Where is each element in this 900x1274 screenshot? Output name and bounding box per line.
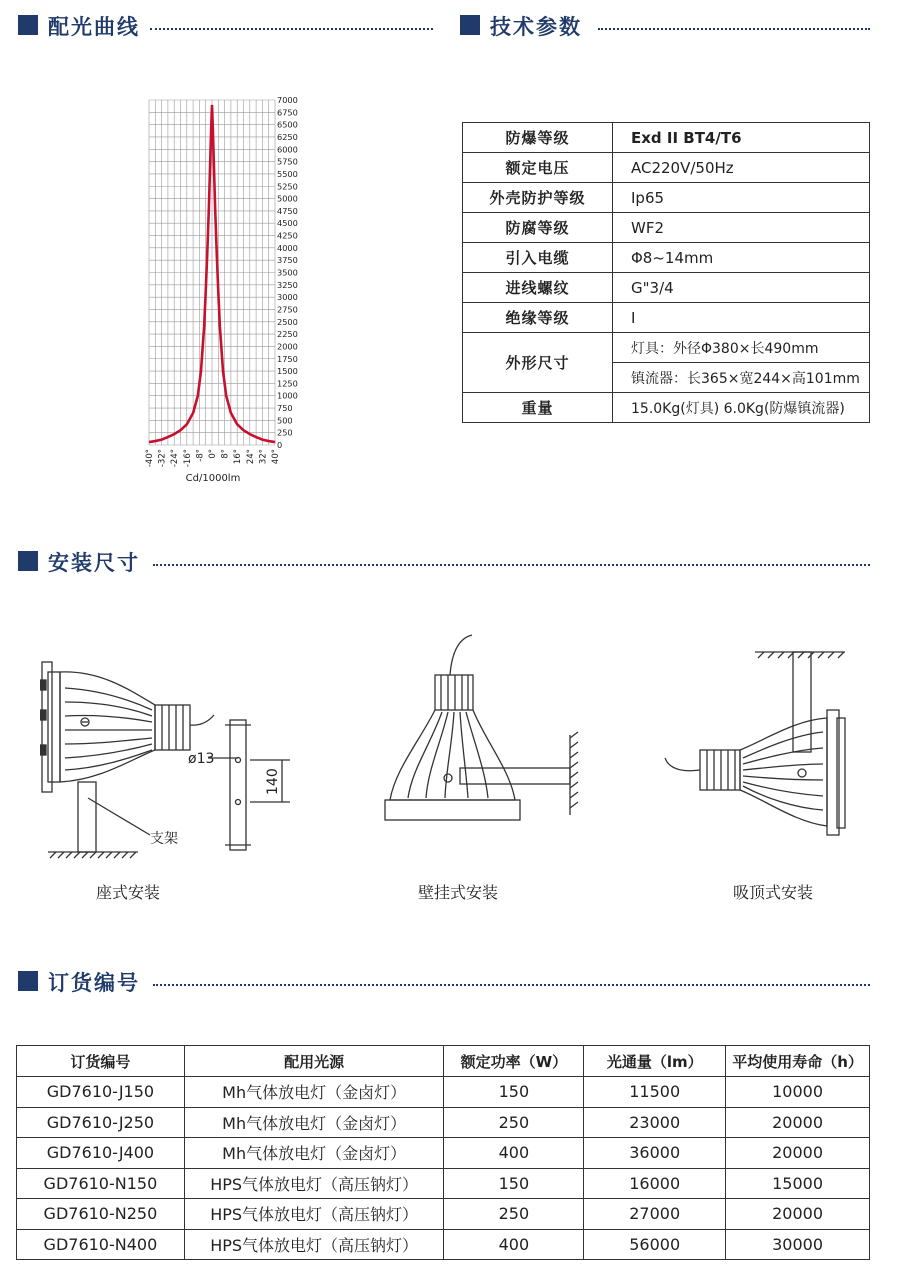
y-tick-label: 1750 xyxy=(277,353,298,364)
table-row xyxy=(17,1168,870,1199)
y-tick-label: 6250 xyxy=(277,131,298,142)
spec-table xyxy=(462,122,870,423)
power-cell: 250 xyxy=(444,1199,584,1230)
spec-row xyxy=(463,393,870,423)
section-title: 安装尺寸 xyxy=(48,551,140,575)
spec-value: Exd II BT4/T6 xyxy=(613,123,870,153)
flux-cell: 36000 xyxy=(584,1138,726,1169)
column-header: 配用光源 xyxy=(184,1046,444,1077)
column-header: 额定功率（W） xyxy=(444,1046,584,1077)
life-cell: 15000 xyxy=(726,1168,870,1199)
y-tick-label: 3500 xyxy=(277,267,298,278)
y-tick-label: 5250 xyxy=(277,181,298,192)
table-row xyxy=(17,1077,870,1108)
column-header: 平均使用寿命（h） xyxy=(726,1046,870,1077)
column-header: 订货编号 xyxy=(17,1046,185,1077)
spec-key: 重量 xyxy=(463,393,613,423)
section-title: 技术参数 xyxy=(490,15,582,39)
bracket-label: 支架 xyxy=(150,831,178,847)
light-source-cell: HPS气体放电灯（高压钠灯） xyxy=(184,1168,444,1199)
flux-cell: 16000 xyxy=(584,1168,726,1199)
section-square-icon xyxy=(460,15,480,35)
wall-mount-caption: 壁挂式安装 xyxy=(418,883,499,902)
dotted-rule xyxy=(150,28,433,30)
y-tick-label: 5500 xyxy=(277,168,298,179)
spec-value: G"3/4 xyxy=(613,273,870,303)
life-cell: 20000 xyxy=(726,1138,870,1169)
y-tick-label: 500 xyxy=(277,415,293,426)
y-tick-label: 4250 xyxy=(277,230,298,241)
x-axis-label: Cd/1000lm xyxy=(185,473,241,484)
column-header: 光通量（lm） xyxy=(584,1046,726,1077)
section-header-params xyxy=(460,8,870,42)
power-cell: 150 xyxy=(444,1168,584,1199)
floor-mount-drawing xyxy=(40,650,300,865)
spec-value: I xyxy=(613,303,870,333)
spec-value: Φ8~14mm xyxy=(613,243,870,273)
order-code-cell: GD7610-N400 xyxy=(17,1229,185,1260)
y-tick-label: 750 xyxy=(277,403,293,414)
spec-key: 外形尺寸 xyxy=(463,333,613,393)
flux-cell: 11500 xyxy=(584,1077,726,1108)
flux-cell: 27000 xyxy=(584,1199,726,1230)
flux-cell: 23000 xyxy=(584,1107,726,1138)
spec-key: 额定电压 xyxy=(463,153,613,183)
y-tick-label: 3000 xyxy=(277,292,298,303)
section-header-curve xyxy=(18,8,433,42)
spec-row xyxy=(463,333,870,363)
x-tick-label: -40° xyxy=(145,449,155,468)
life-cell: 30000 xyxy=(726,1229,870,1260)
section-square-icon xyxy=(18,971,38,991)
power-cell: 400 xyxy=(444,1229,584,1260)
spec-key: 外壳防护等级 xyxy=(463,183,613,213)
spec-key: 防爆等级 xyxy=(463,123,613,153)
y-tick-label: 3750 xyxy=(277,255,298,266)
spec-value: WF2 xyxy=(613,213,870,243)
y-tick-label: 7000 xyxy=(277,95,298,105)
x-tick-label: 24° xyxy=(245,449,256,465)
y-tick-label: 2250 xyxy=(277,329,298,340)
light-source-cell: Mh气体放电灯（金卤灯） xyxy=(184,1138,444,1169)
life-cell: 10000 xyxy=(726,1077,870,1108)
y-tick-label: 0 xyxy=(277,440,283,450)
spec-row xyxy=(463,183,870,213)
spec-key: 防腐等级 xyxy=(463,213,613,243)
light-source-cell: HPS气体放电灯（高压钠灯） xyxy=(184,1199,444,1230)
diameter-label: ø13 xyxy=(188,751,215,767)
y-tick-label: 6750 xyxy=(277,107,298,118)
power-cell: 250 xyxy=(444,1107,584,1138)
light-distribution-chart xyxy=(140,92,300,492)
spec-value: 镇流器：长365×宽244×高101mm xyxy=(613,363,870,393)
y-tick-label: 6500 xyxy=(277,119,298,130)
x-tick-label: -32° xyxy=(157,449,168,468)
ceiling-mount-caption: 吸顶式安装 xyxy=(733,883,814,902)
x-tick-label: 8° xyxy=(220,449,231,459)
spec-value: 15.0Kg(灯具) 6.0Kg(防爆镇流器) xyxy=(613,393,870,423)
y-tick-label: 5000 xyxy=(277,193,298,204)
light-source-cell: Mh气体放电灯（金卤灯） xyxy=(184,1077,444,1108)
spec-row xyxy=(463,123,870,153)
spec-value: Ip65 xyxy=(613,183,870,213)
x-tick-label: 32° xyxy=(258,449,269,465)
order-code-cell: GD7610-J400 xyxy=(17,1138,185,1169)
x-tick-label: -16° xyxy=(182,449,193,468)
spec-row xyxy=(463,243,870,273)
y-tick-label: 4750 xyxy=(277,205,298,216)
table-row xyxy=(17,1229,870,1260)
spec-row xyxy=(463,273,870,303)
y-tick-label: 1250 xyxy=(277,378,298,389)
y-tick-label: 2750 xyxy=(277,304,298,315)
life-cell: 20000 xyxy=(726,1199,870,1230)
flux-cell: 56000 xyxy=(584,1229,726,1260)
x-tick-label: -24° xyxy=(170,449,181,468)
spec-key: 绝缘等级 xyxy=(463,303,613,333)
y-tick-label: 250 xyxy=(277,427,293,438)
order-code-cell: GD7610-N250 xyxy=(17,1199,185,1230)
order-header-row xyxy=(17,1046,870,1077)
x-tick-label: -8° xyxy=(195,449,206,462)
height-label: 140 xyxy=(265,768,281,795)
y-tick-label: 3250 xyxy=(277,279,298,290)
dotted-rule xyxy=(153,564,870,566)
x-tick-label: 40° xyxy=(271,449,281,465)
section-title: 订货编号 xyxy=(48,971,140,995)
chart-grid xyxy=(149,100,275,445)
power-cell: 150 xyxy=(444,1077,584,1108)
y-tick-label: 1000 xyxy=(277,390,298,401)
section-header-order xyxy=(18,964,870,998)
x-tick-labels xyxy=(145,449,281,467)
order-table xyxy=(16,1045,870,1260)
spec-row xyxy=(463,153,870,183)
y-tick-label: 2500 xyxy=(277,316,298,327)
spec-value: AC220V/50Hz xyxy=(613,153,870,183)
x-tick-label: 0° xyxy=(208,449,218,459)
dotted-rule xyxy=(598,28,870,30)
wall-mount-drawing xyxy=(380,630,590,830)
y-tick-label: 1500 xyxy=(277,366,298,377)
light-source-cell: HPS气体放电灯（高压钠灯） xyxy=(184,1229,444,1260)
x-tick-label: 16° xyxy=(233,449,244,465)
section-header-install xyxy=(18,544,870,578)
dotted-rule xyxy=(153,984,870,986)
y-tick-label: 2000 xyxy=(277,341,298,352)
y-tick-label: 6000 xyxy=(277,144,298,155)
spec-key: 进线螺纹 xyxy=(463,273,613,303)
section-title: 配光曲线 xyxy=(48,15,140,39)
spec-row xyxy=(463,303,870,333)
power-cell: 400 xyxy=(444,1138,584,1169)
y-tick-label: 4000 xyxy=(277,242,298,253)
floor-mount-caption: 座式安装 xyxy=(96,883,161,902)
table-row xyxy=(17,1199,870,1230)
section-square-icon xyxy=(18,15,38,35)
ceiling-mount-drawing xyxy=(655,640,855,840)
order-code-cell: GD7610-J250 xyxy=(17,1107,185,1138)
order-code-cell: GD7610-J150 xyxy=(17,1077,185,1108)
table-row xyxy=(17,1107,870,1138)
section-square-icon xyxy=(18,551,38,571)
life-cell: 20000 xyxy=(726,1107,870,1138)
table-row xyxy=(17,1138,870,1169)
spec-value: 灯具：外径Φ380×长490mm xyxy=(613,333,870,363)
y-tick-label: 5750 xyxy=(277,156,298,167)
y-tick-labels xyxy=(277,95,298,450)
light-source-cell: Mh气体放电灯（金卤灯） xyxy=(184,1107,444,1138)
order-code-cell: GD7610-N150 xyxy=(17,1168,185,1199)
spec-key: 引入电缆 xyxy=(463,243,613,273)
spec-row xyxy=(463,213,870,243)
y-tick-label: 4500 xyxy=(277,218,298,229)
